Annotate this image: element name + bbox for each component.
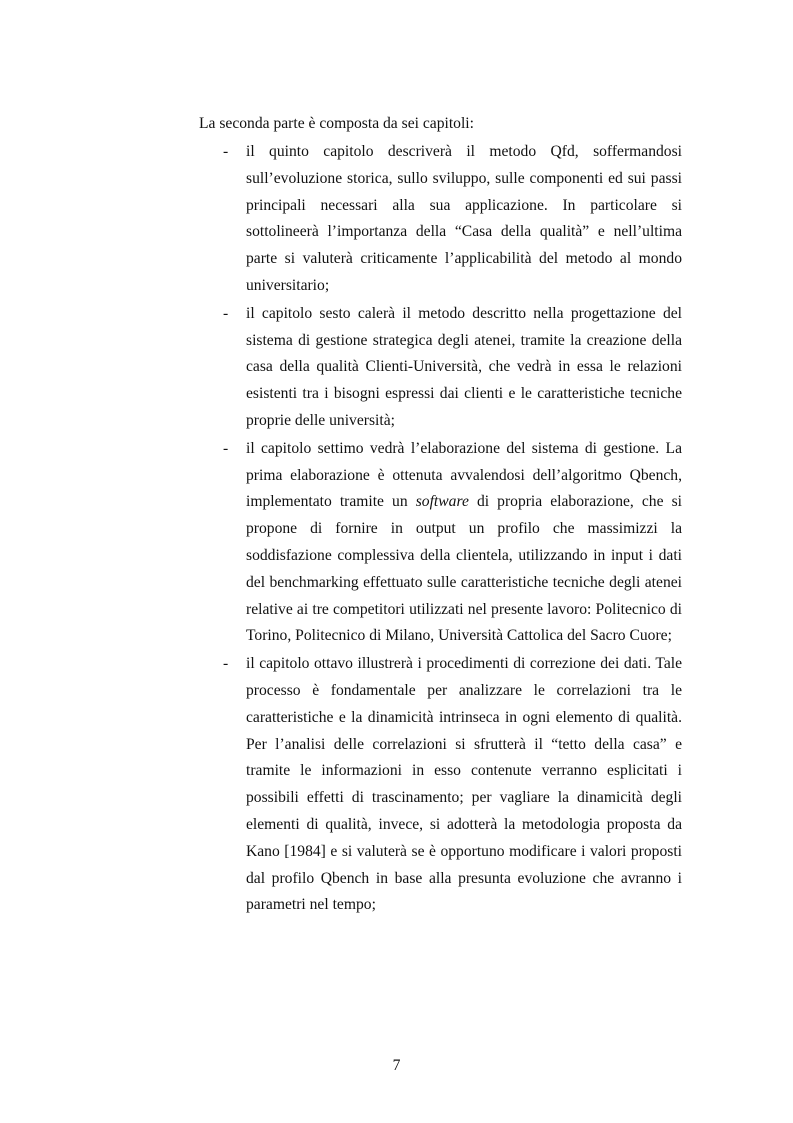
chapter-list [199, 139, 682, 919]
bullet-dash: - [223, 304, 229, 322]
chapter-text-seventh-part-1: il capitolo settimo vedrà l’elaborazione del sistema di gestione. La prima elaborazione è ottenuta avvalendosi dell’algoritmo Qbench, implementato tramite un [246, 439, 682, 511]
chapter-text-seventh [246, 436, 682, 650]
chapter-item-sixth [199, 301, 682, 435]
chapter-item-fifth [199, 139, 682, 300]
bullet-dash: - [223, 439, 229, 457]
intro-paragraph: La seconda parte è composta da sei capitoli: [199, 115, 474, 132]
chapter-text-fifth: il quinto capitolo descriverà il metodo Qfd, soffermandosi sull’evoluzione storica, sullo sviluppo, sulle componenti ed sui passi principali necessari alla sua applicazione. In particolare si sottolineerà l’importanza della “Casa della qualità” e nell’ultima parte si valuterà criticamente l’applicabilità del metodo al mondo universitario; [246, 143, 682, 294]
chapter-text-eighth: il capitolo ottavo illustrerà i procedimenti di correzione dei dati. Tale processo è fondamentale per analizzare le correlazioni tra le caratteristiche e la dinamicità intrinseca in ogni elemento di qualità. Per l’analisi delle correlazioni si sfrutterà il “tetto della casa” e tramite le informazioni in esso contenute verranno esplicitati i possibili effetti di trascinamento; per vagliare la dinamicità degli elementi di qualità, invece, si adotterà la metodologia proposta da Kano [1984] e si valuterà se è opportuno modificare i valori proposti dal profilo Qbench in base alla presunta evoluzione che avranno i parametri nel tempo; [246, 655, 682, 914]
bullet-dash: - [223, 143, 229, 160]
page-number: 7 [392, 1057, 401, 1074]
chapter-item-seventh [199, 436, 682, 650]
bullet-dash: - [223, 655, 229, 673]
chapter-text-seventh-part-2: di propria elaborazione, che si propone di fornire in output un profilo che massimizzi la soddisfazione complessiva della clientela, utilizzando in input i dati del benchmarking effettuato sulle caratteristiche tecniche degli atenei relative ai tre competitori utilizzati nel presente lavoro: Politecnico di Torino, Politecnico di Milano, Università Cattolica del Sacro Cuore; [246, 493, 682, 645]
chapter-text-sixth: il capitolo sesto calerà il metodo descritto nella progettazione del sistema di gestione strategica degli atenei, tramite la creazione della casa della qualità Clienti-Università, che vedrà in essa le relazioni esistenti tra i bisogni espressi dai clienti e le caratteristiche tecniche proprie delle università; [246, 304, 682, 429]
chapter-item-eighth [199, 651, 682, 919]
software-italic-word: software [415, 493, 469, 511]
